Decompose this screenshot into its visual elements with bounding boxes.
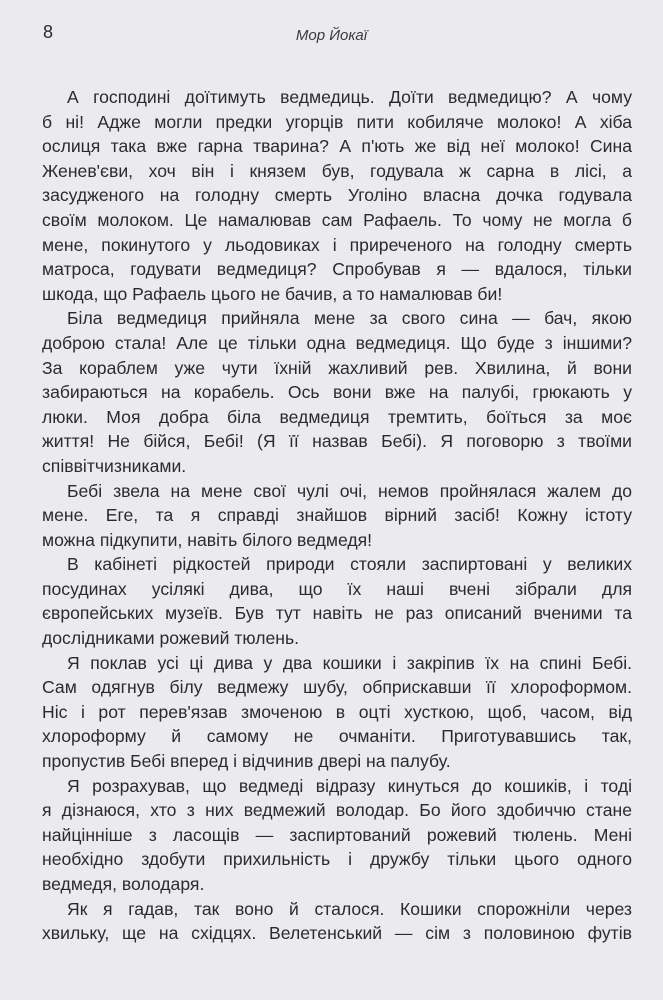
paragraph xyxy=(42,774,632,897)
text-line: засудженого на голодну смерть Уголіно власна дочка годувала xyxy=(42,185,632,206)
text-line: б ні! Адже могли предки угорців пити кобиляче молоко! А хіба xyxy=(42,111,632,132)
paragraph xyxy=(42,552,632,650)
text-line: А господині доїтимуть ведмедиць. Доїти ведмедицю? А чому xyxy=(67,87,632,107)
text-line: пропустив Бебі вперед і відчинив двері на палубу. xyxy=(42,751,451,772)
text-line: посудинах усілякі дива, що їх наші вчені зібрали для xyxy=(42,578,632,599)
text-line: шкода, що Рафаель цього не бачив, а то намалював би! xyxy=(42,283,503,304)
paragraph xyxy=(42,85,632,306)
text-line: ведмедя, володаря. xyxy=(42,874,205,894)
text-line: забираються на корабель. Ось вони вже на палубі, грюкають у xyxy=(42,382,632,403)
text-line: можна підкупити, навіть білого ведмедя! xyxy=(42,529,373,550)
text-line: Бебі звела на мене свої чулі очі, немов пройнялася жалем до xyxy=(67,480,632,501)
text-line: європейських музеїв. Був тут навіть не раз описаний вченими та xyxy=(42,603,632,624)
text-line: Я поклав усі ці дива у два кошики і закріпив їх на спині Бебі. xyxy=(67,652,632,673)
paragraph xyxy=(42,306,632,478)
text-line: матроса, годувати ведмедиця? Спробував я — вдалося, тільки xyxy=(42,259,632,280)
text-line: хлороформу й самому не очманіти. Приготувавшись так, xyxy=(42,726,632,747)
text-line: Біла ведмедиця прийняла мене за свого сина — бач, якою xyxy=(67,308,632,329)
text-line: Ніс і рот перев'язав змоченою в оцті хусткою, щоб, часом, від xyxy=(42,701,632,722)
text-line: я дізнаюся, хто з них ведмежий володар. Бо його здобиччю стане xyxy=(42,800,632,821)
text-line: В кабінеті рідкостей природи стояли заспиртовані у великих xyxy=(67,554,632,575)
text-line: мене. Еге, та я справді знайшов вірний засіб! Кожну істоту xyxy=(42,505,632,526)
text-line: доброю стала! Але це тільки одна ведмедиця. Що буде з іншими? xyxy=(42,332,632,353)
text-line: необхідно здобути прихильність і дружбу тільки цього одного xyxy=(42,849,632,870)
text-line: мене, покинутого у льодовиках і приреченого на голодну смерть xyxy=(42,234,632,255)
paragraph xyxy=(42,479,632,553)
page-number: 8 xyxy=(43,22,54,42)
text-line: найцінніше з ласощів — заспиртований рожевий тюлень. Мені xyxy=(42,824,632,845)
paragraph xyxy=(42,897,632,946)
running-title: Мор Йокаї xyxy=(295,27,368,44)
text-line: Женев'єви, хоч він і князем був, годувала ж сарна в лісі, а xyxy=(42,160,632,181)
text-line: хвильку, ще на східцях. Велетенський — сім з половиною футів xyxy=(42,923,632,944)
text-line: Як я гадав, так воно й сталося. Кошики спорожніли через xyxy=(67,898,632,919)
text-line: За кораблем уже чути їхній жахливий рев. Хвилина, й вони xyxy=(42,357,632,378)
paragraph xyxy=(42,651,632,774)
text-line: своїм молоком. Це намалював сам Рафаель. То чому не могла б xyxy=(42,209,632,230)
text-line: Сам одягнув білу ведмежу шубу, обприскавши її хлороформом. xyxy=(42,677,632,698)
text-line: люки. Моя добра біла ведмедиця тремтить, боїться за моє xyxy=(42,406,632,427)
body-text xyxy=(42,85,632,946)
text-line: Я розрахував, що ведмеді відразу кинуться до кошиків, і тоді xyxy=(67,775,632,796)
text-line: ослиця така вже гарна тварина? А п'ють же від неї молоко! Сина xyxy=(42,136,632,157)
text-line: життя! Не бійся, Бебі! (Я її назвав Бебі). Я поговорю з твоїми xyxy=(42,431,632,452)
text-line: співвітчизниками. xyxy=(42,455,187,476)
text-line: дослідниками рожевий тюлень. xyxy=(42,628,300,649)
